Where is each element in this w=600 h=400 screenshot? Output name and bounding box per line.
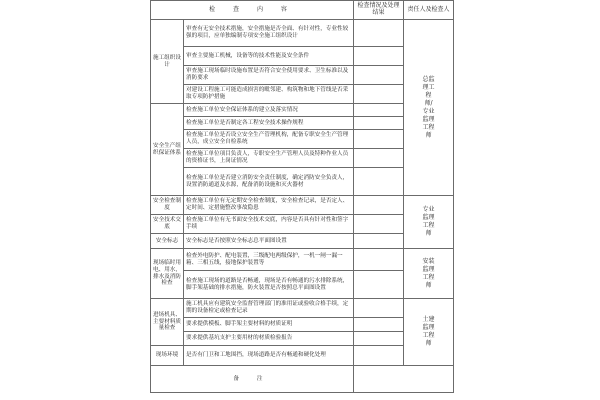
check-item: 要求提供基坑支护主要用材的材质检验报告	[184, 332, 354, 346]
category-cell: 现场环境	[151, 346, 184, 366]
header-result: 检查情况及处理结果	[354, 1, 404, 20]
result-cell[interactable]	[354, 130, 404, 149]
header-person: 责任人及检查人	[404, 1, 454, 20]
remark-label: 备 注	[151, 366, 354, 393]
check-item: 安全标志是否按照安全标志总平面图设置	[184, 234, 354, 249]
responsible-text: 安装监理工程师	[422, 257, 435, 289]
result-cell[interactable]	[354, 215, 404, 234]
category-cell: 安全技术交底	[151, 215, 184, 234]
check-item: 检查施工单位项目负责人，专职安全生产管理人员及特种作业人员的资格证书，上岗证情况	[184, 149, 354, 168]
category-cell: 安全检查制度	[151, 196, 184, 215]
category-cell: 施工组织设计	[151, 20, 184, 104]
table-row	[151, 196, 454, 215]
check-item: 审查有无安全技术措施，安全措施是否全面、有针对性，专业性较强的项目，应单独编制专项安全施工组织设计	[184, 20, 354, 47]
result-cell[interactable]	[354, 346, 404, 366]
check-item: 审查施工现场临时设施布置是否符合安全使用要求、卫生标准以及消防要求	[184, 66, 354, 85]
responsible-text: 总监理工程师/专业监理工程师	[422, 75, 435, 139]
result-cell[interactable]	[354, 168, 404, 196]
result-cell[interactable]	[354, 271, 404, 299]
inspection-table	[150, 0, 454, 393]
result-cell[interactable]	[354, 104, 404, 117]
check-item: 是否有门卫和工地围挡，现场道路是否有畅通和硬化处理	[184, 346, 354, 366]
result-cell[interactable]	[354, 149, 404, 168]
check-item: 检查施工现场的道路是否畅通，现场是否有畅通的污水排除系统，脚手架基础的排水措施，防火装置是否按照总平面图设置	[184, 271, 354, 299]
check-item: 检查施工单位有无定期安全检查制度，安全检查记录，是否定人、定时间、定措施整改事故隐患	[184, 196, 354, 215]
check-item: 施工机具应有建筑安全监督管理部门的准用证或验收合格手续，定期的设备检定或检查记录	[184, 299, 354, 318]
table-row	[151, 299, 454, 318]
responsible-cell	[404, 20, 454, 196]
table-header-row	[151, 1, 454, 20]
result-cell[interactable]	[354, 234, 404, 249]
category-cell: 安全生产组织保证体系	[151, 104, 184, 196]
check-item: 要求提供模板、脚手架主要材料的材质证明	[184, 318, 354, 332]
result-cell[interactable]	[354, 249, 404, 271]
responsible-cell	[404, 196, 454, 249]
responsible-cell	[404, 249, 454, 299]
check-item: 检查施工单位有无书面安全技术交底，内容是否具有针对性和签字手续	[184, 215, 354, 234]
check-item: 检查施工单位是否制定各工程安全技术操作规程	[184, 117, 354, 130]
remark-value[interactable]	[354, 366, 454, 393]
check-item: 审查主要施工机械，设备等的技术性能及安全条件	[184, 47, 354, 66]
check-item: 检查施工单位是否设立安全生产管理机构，配备专职安全生产管理人员，成立安全自检系统	[184, 130, 354, 149]
result-cell[interactable]	[354, 66, 404, 85]
check-item: 检查外电防护、配电装置，三级配电两级保护，一机一闸一漏一箱、三相五线，接地保护装置等	[184, 249, 354, 271]
inspection-sheet	[150, 0, 453, 400]
category-cell: 现场临时用电、用水，排水及消防检查	[151, 249, 184, 299]
result-cell[interactable]	[354, 117, 404, 130]
table-row	[151, 20, 454, 47]
result-cell[interactable]	[354, 299, 404, 318]
category-cell: 进场机具、主要材料质量检查	[151, 299, 184, 346]
table-row	[151, 249, 454, 271]
check-item: 对建设工程施工可能造成损害的毗邻建、构筑物和地下管线是否采取专项防护措施	[184, 85, 354, 104]
responsible-text: 土建监理工程师	[422, 316, 435, 347]
result-cell[interactable]	[354, 85, 404, 104]
result-cell[interactable]	[354, 332, 404, 346]
check-item: 检查施工单位安全保证体系的建立及落实情况	[184, 104, 354, 117]
responsible-text: 专业监理工程师	[422, 206, 435, 237]
responsible-cell	[404, 299, 454, 366]
result-cell[interactable]	[354, 47, 404, 66]
result-cell[interactable]	[354, 318, 404, 332]
category-cell: 安全标志	[151, 234, 184, 249]
header-content: 检 查 内 容	[151, 1, 354, 20]
result-cell[interactable]	[354, 20, 404, 47]
result-cell[interactable]	[354, 196, 404, 215]
remark-row	[151, 366, 454, 393]
check-item: 检查施工单位是否建立消防安全责任制度，确定消防安全负责人，设置消防通道及水源，配备消防设施和灭火器材	[184, 168, 354, 196]
